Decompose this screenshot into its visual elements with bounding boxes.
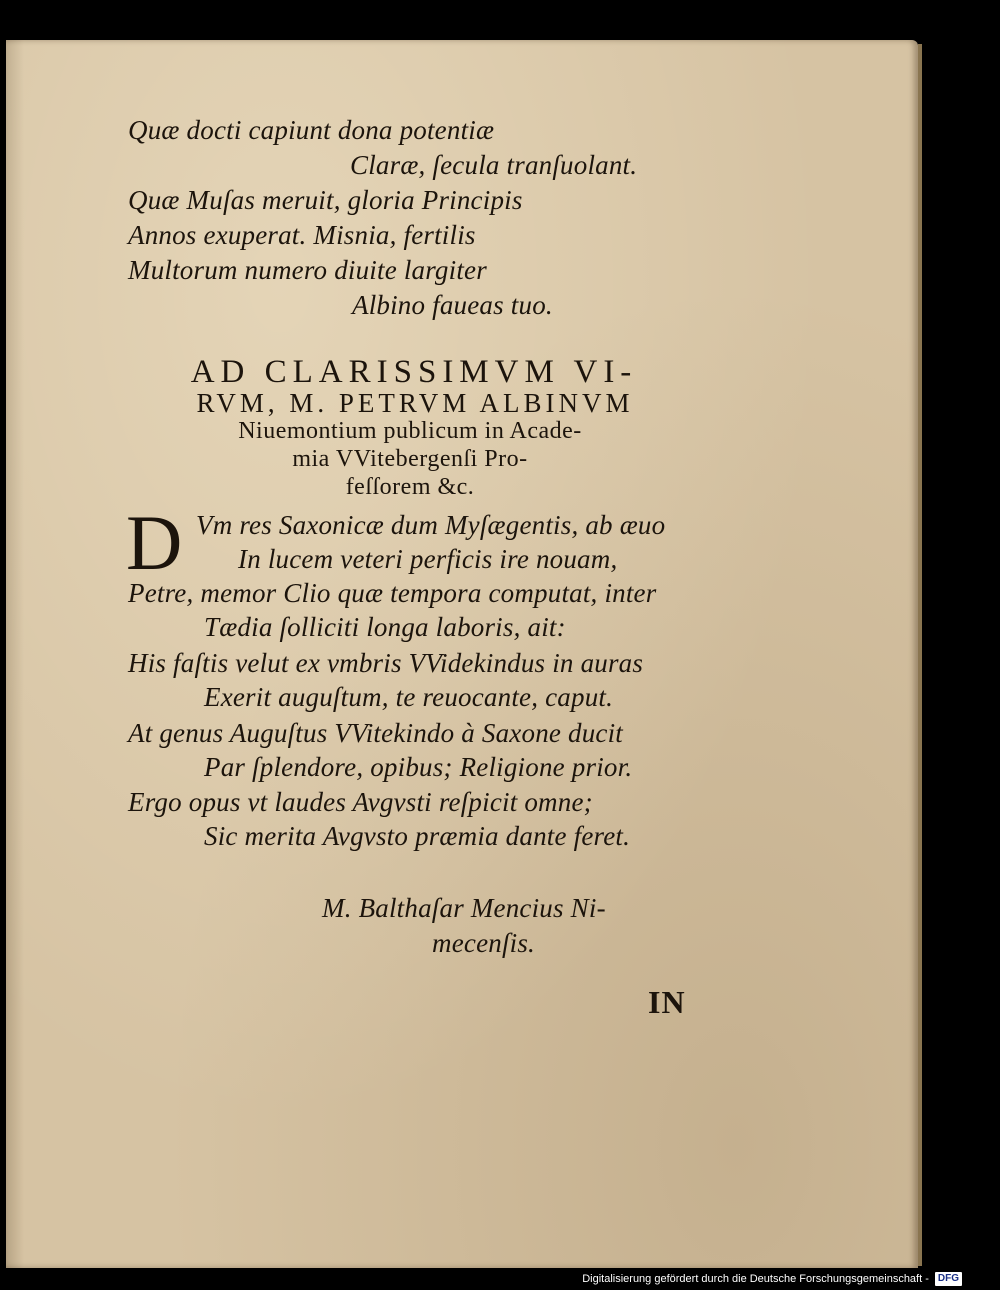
poem2-line: At genus Auguſtus VVitekindo à Saxone ducit [128,718,624,748]
drop-cap: D [126,499,183,586]
poem2-line: In lucem veteri perficis ire nouam, [238,544,618,574]
poem2-line: Petre, memor Clio quæ tempora computat, inter [128,578,657,608]
poem2-line: Exerit auguſtum, te reuocante, caput. [204,682,614,712]
poem1-line: Claræ, ſecula tranſuolant. [350,150,638,180]
heading-line-3: Niuemontium publicum in Acade- [238,418,582,444]
credit-text: Digitalisierung gefördert durch die Deutsche Forschungsgemeinschaft - [582,1273,929,1285]
poem2-line: Ergo opus vt laudes Avgvsti reſpicit omne; [128,787,593,817]
poem2-line: Sic merita Avgvsto præmia dante feret. [204,821,631,851]
catchword: IN [648,984,686,1020]
poem1-line: Annos exuperat. Misnia, fertilis [128,220,476,250]
poem1-line: Albino faueas tuo. [352,290,553,320]
digitization-credit [582,1268,962,1290]
poem1-line: Quæ docti capiunt dona potentiæ [128,115,495,145]
signature-line-2: mecenſis. [432,928,536,958]
poem2-line: Par ſplendore, opibus; Religione prior. [204,752,633,782]
poem2-line: His faſtis velut ex vmbris VVidekindus in auras [128,648,644,678]
dfg-logo: DFG [935,1272,962,1286]
poem1-line: Quæ Muſas meruit, gloria Principis [128,185,523,215]
heading-line-4: mia VVitebergenſi Pro- [292,446,528,472]
poem2-line: Tædia ſolliciti longa laboris, ait: [204,612,566,642]
poem1-line: Multorum numero diuite largiter [128,255,487,285]
heading-line-5: feſſorem &c. [345,474,475,500]
heading-line-1: AD CLARISSIMVM VI- [190,354,638,390]
signature-line-1: M. Balthaſar Mencius Ni- [322,893,606,923]
page-edge [918,44,922,1266]
poem2-line: Vm res Saxonicæ dum Myſægentis, ab æuo [196,510,666,540]
heading-line-2: RVM, M. PETRVM ALBINVM [196,388,634,418]
